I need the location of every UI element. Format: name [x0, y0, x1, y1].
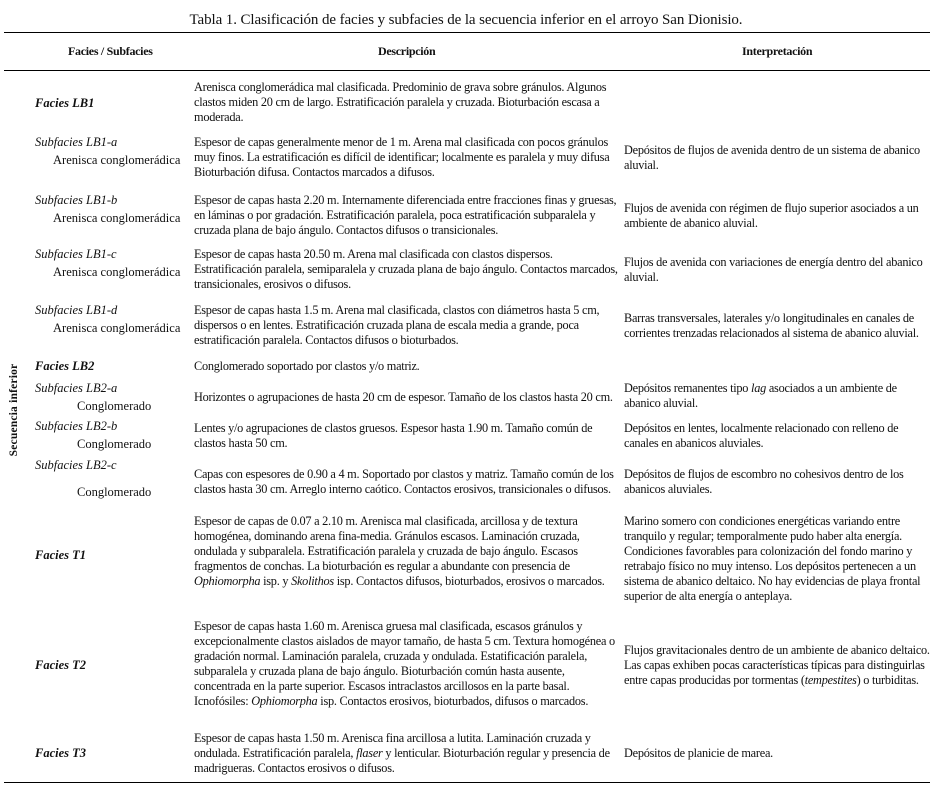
italic-term: tempestites — [804, 673, 857, 687]
italic-term: Skolithos — [291, 574, 334, 588]
description-cell: Espesor de capas hasta 20.50 m. Arena mal clasificada con clastos dispersos. Estratificación paralela, semiparalela y cruzada plana de bajo ángulo. Contactos marcados, transicionales, erosivos o difusos. — [194, 247, 618, 291]
subfacies-name: Subfacies LB1-b — [35, 193, 118, 207]
interpretation-cell: Flujos gravitacionales dentro de un ambiente de abanico deltaico. Las capas exhiben pocas características típicas para distinguirlas entre capas producidas por tormentas (tempestites) o turbiditas. — [624, 643, 930, 687]
lithology: Arenisca conglomerádica — [53, 265, 181, 279]
italic-term: lag — [751, 381, 766, 395]
header-facies: Facies / Subfacies — [68, 44, 153, 58]
side-label: Secuencia inferior — [8, 363, 20, 457]
interpretation-cell: Depósitos remanentes tipo lag asociados a un ambiente de abanico aluvial. — [624, 381, 897, 410]
subfacies-name: Subfacies LB1-a — [35, 135, 118, 149]
header-rule — [4, 70, 930, 71]
italic-term: Ophiomorpha — [251, 694, 318, 708]
lithology: Conglomerado — [77, 399, 152, 413]
description-cell: Arenisca conglomerádica mal clasificada. Predominio de grava sobre gránulos. Algunos clastos miden 20 cm de largo. Estratificación paralela y cruzada. Bioturbación escasa a moderada. — [194, 80, 607, 124]
bottom-rule — [4, 782, 930, 783]
interpretation-cell: Barras transversales, laterales y/o longitudinales en canales de corrientes trenzadas relacionados al sistema de abanico aluvial. — [624, 311, 919, 340]
description-cell: Horizontes o agrupaciones de hasta 20 cm de espesor. Tamaño de los clastos hasta 20 cm. — [194, 390, 613, 404]
description-cell: Espesor de capas hasta 1.5 m. Arena mal clasificada, clastos con diámetros hasta 5 cm, dispersos o en lentes. Estratificación cruzada plana de escala media a grande, poca estratificación paralela. Contactos difusos o bioturbados. — [194, 303, 600, 347]
subfacies-name: Subfacies LB1-d — [35, 303, 118, 317]
table-caption: Tabla 1. Clasificación de facies y subfacies de la secuencia inferior en el arroyo San Dionisio. — [189, 12, 743, 28]
description-cell: Conglomerado soportado por clastos y/o matriz. — [194, 359, 420, 373]
italic-term: flaser — [356, 746, 383, 760]
facies-name: Facies T2 — [35, 658, 87, 672]
subfacies-name: Subfacies LB2-a — [35, 381, 118, 395]
interpretation-cell: Depósitos de planicie de marea. — [624, 746, 773, 760]
description-cell: Espesor de capas generalmente menor de 1 m. Arena mal clasificada con pocos gránulos muy finos. La estratificación es difícil de identificar; localmente es paralela y muy difusa Bioturbación difusa. Contactos marcados a difusos. — [194, 135, 610, 179]
lithology: Conglomerado — [77, 437, 152, 451]
lithology: Arenisca conglomerádica — [53, 211, 181, 225]
interpretation-cell: Depósitos en lentes, localmente relacionado con relleno de canales en abanicos aluviales. — [624, 421, 899, 450]
description-cell: Capas con espesores de 0.90 a 4 m. Soportado por clastos y matriz. Tamaño común de los clastos hasta 30 cm. Arreglo interno caótico. Contactos erosivos, transicionales o difusos. — [194, 467, 614, 496]
interpretation-cell: Flujos de avenida con régimen de flujo superior asociados a un ambiente de abanico aluvial. — [624, 201, 919, 230]
interpretation-cell: Depósitos de flujos de escombro no cohesivos dentro de los abanicos aluviales. — [624, 467, 904, 496]
interpretation-cell: Depósitos de flujos de avenida dentro de un sistema de abanico aluvial. — [624, 143, 920, 172]
subfacies-name: Subfacies LB1-c — [35, 247, 117, 261]
interpretation-cell: Flujos de avenida con variaciones de energía dentro del abanico aluvial. — [624, 255, 923, 284]
facies-name: Facies T3 — [35, 746, 87, 760]
description-cell: Espesor de capas hasta 1.60 m. Arenisca gruesa mal clasificada, escasos gránulos y excepcionalmente clastos aislados de mayor tamaño, de hasta 5 cm. Textura homogénea o gradación normal. Laminación paralela, cruzada y ondulada. Estatificación paralela, subparalela y cruzada plana de bajo ángulo. Bioturbación común hasta ausente, concentrada en la parte superior. Escasos intraclastos arcillosos en la parte basal. Icnofósiles: Ophiomorpha isp. Contactos erosivos, bioturbados, difusos o marcados. — [194, 619, 615, 708]
facies-name: Facies T1 — [35, 548, 87, 562]
description-cell: Espesor de capas hasta 2.20 m. Internamente diferenciada entre fracciones finas y gruesas, en láminas o por gradación. Estratificación paralela, poca estratificación subparalela y cruzada plana de bajo ángulo. Contactos difusos o transicionales. — [194, 193, 617, 237]
subfacies-name: Subfacies LB2-b — [35, 419, 118, 433]
interpretation-cell: Marino somero con condiciones energéticas variando entre tranquilo y regular; temporalmente pudo haber alta energía. Condiciones favorables para colonización del fondo marino y retrabajo físico no muy intenso. Los depósitos pertenecen a un sistema de abanico deltaico. No hay evidencias de playa frontal superior de alta energía o anteplaya. — [624, 514, 921, 603]
description-cell: Lentes y/o agrupaciones de clastos gruesos. Espesor hasta 1.90 m. Tamaño común de clastos hasta 50 cm. — [194, 421, 593, 450]
subfacies-name: Subfacies LB2-c — [35, 458, 117, 472]
header-interpretation: Interpretación — [742, 44, 813, 58]
header-description: Descripción — [378, 44, 436, 58]
description-cell: Espesor de capas hasta 1.50 m. Arenisca fina arcillosa a lutita. Laminación cruzada y ondulada. Estratificación paralela, flaser y lenticular. Bioturbación regular y presencia de madrigueras. Contactos erosivos o difusos. — [194, 731, 610, 775]
lithology: Arenisca conglomerádica — [53, 321, 181, 335]
italic-term: Ophiomorpha — [194, 574, 261, 588]
top-rule — [4, 32, 930, 33]
facies-name: Facies LB2 — [35, 359, 95, 373]
lithology: Arenisca conglomerádica — [53, 153, 181, 167]
facies-name: Facies LB1 — [35, 96, 95, 110]
description-cell: Espesor de capas de 0.07 a 2.10 m. Arenisca mal clasificada, arcillosa y de textura homogénea, dominando arena fina-media. Gránulos escasos. Laminación cruzada, ondulada y subparalela. Estratificación paralela y cruzada de bajo ángulo. Escasos fragmentos de conchas. La bioturbación es regular a abundante con presencia de Ophiomorpha isp. y Skolithos isp. Contactos difusos, bioturbados, erosivos o marcados. — [194, 514, 605, 588]
lithology: Conglomerado — [77, 485, 152, 499]
